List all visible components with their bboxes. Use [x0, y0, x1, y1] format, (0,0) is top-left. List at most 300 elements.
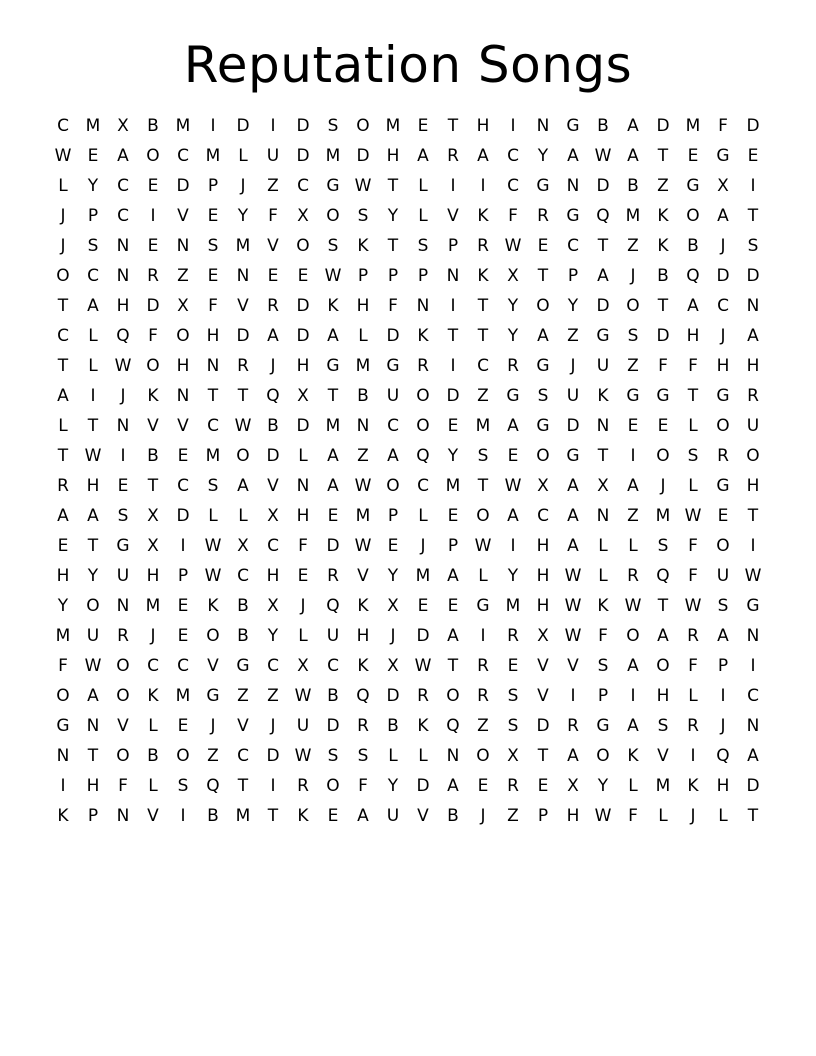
grid-letter: R: [477, 686, 489, 706]
grid-letter: F: [118, 776, 128, 796]
grid-letter: W: [684, 506, 702, 526]
grid-letter: M: [205, 146, 221, 166]
grid-letter: S: [117, 506, 129, 526]
grid-letter: N: [116, 416, 130, 436]
grid-letter: R: [357, 716, 369, 736]
grid-letter: G: [596, 716, 610, 736]
grid-letter: A: [327, 476, 339, 496]
grid-letter: V: [177, 206, 189, 226]
grid-letter: R: [447, 146, 459, 166]
grid-letter: I: [180, 806, 186, 826]
grid-letter: W: [504, 236, 522, 256]
grid-letter: H: [476, 116, 490, 136]
grid-letter: A: [507, 416, 519, 436]
grid-letter: G: [566, 206, 580, 226]
grid-letter: R: [747, 386, 759, 406]
grid-letter: Z: [507, 806, 519, 826]
grid-letter: A: [627, 116, 639, 136]
grid-letter: Y: [387, 776, 399, 796]
grid-letter: O: [536, 446, 550, 466]
grid-letter: K: [147, 386, 159, 406]
grid-letter: B: [207, 806, 219, 826]
grid-row: [48, 501, 768, 531]
grid-letter: F: [268, 206, 278, 226]
grid-letter: Z: [177, 266, 189, 286]
grid-letter: P: [447, 236, 459, 256]
grid-letter: L: [628, 536, 638, 556]
grid-row: [48, 171, 768, 201]
grid-letter: T: [147, 476, 159, 496]
grid-letter: K: [147, 686, 159, 706]
grid-letter: C: [717, 296, 729, 316]
grid-letter: W: [54, 146, 72, 166]
grid-letter: L: [148, 716, 158, 736]
grid-letter: T: [237, 386, 249, 406]
grid-letter: L: [208, 506, 218, 526]
grid-letter: J: [570, 356, 576, 376]
grid-letter: O: [116, 686, 130, 706]
grid-letter: M: [355, 356, 371, 376]
grid-letter: J: [690, 806, 696, 826]
grid-row: [48, 261, 768, 291]
grid-letter: T: [327, 386, 339, 406]
grid-row: [48, 741, 768, 771]
grid-letter: E: [447, 506, 459, 526]
word-search-grid: [48, 111, 768, 831]
grid-letter: V: [147, 416, 159, 436]
grid-letter: E: [507, 656, 519, 676]
grid-letter: K: [327, 296, 339, 316]
grid-letter: I: [480, 176, 486, 196]
grid-letter: Q: [716, 746, 730, 766]
grid-letter: A: [117, 146, 129, 166]
grid-row: [48, 321, 768, 351]
grid-letter: H: [746, 356, 760, 376]
grid-letter: C: [567, 236, 579, 256]
grid-letter: E: [417, 116, 429, 136]
grid-letter: O: [86, 596, 100, 616]
grid-letter: D: [266, 746, 280, 766]
grid-letter: X: [387, 656, 399, 676]
grid-letter: X: [267, 596, 279, 616]
grid-letter: G: [716, 146, 730, 166]
grid-letter: Z: [267, 176, 279, 196]
grid-letter: V: [267, 236, 279, 256]
grid-letter: R: [507, 356, 519, 376]
grid-letter: V: [537, 686, 549, 706]
grid-letter: T: [597, 236, 609, 256]
grid-letter: Z: [477, 716, 489, 736]
grid-letter: I: [750, 176, 756, 196]
grid-letter: I: [570, 686, 576, 706]
grid-letter: F: [598, 626, 608, 646]
grid-letter: R: [627, 566, 639, 586]
grid-letter: N: [596, 506, 610, 526]
grid-letter: D: [296, 146, 310, 166]
grid-letter: L: [148, 776, 158, 796]
grid-letter: P: [717, 656, 729, 676]
grid-letter: E: [147, 236, 159, 256]
grid-letter: A: [537, 326, 549, 346]
grid-letter: S: [537, 386, 549, 406]
grid-letter: G: [686, 176, 700, 196]
grid-letter: G: [386, 356, 400, 376]
grid-letter: A: [567, 506, 579, 526]
grid-letter: M: [385, 116, 401, 136]
grid-letter: O: [56, 686, 70, 706]
grid-letter: N: [746, 626, 760, 646]
grid-letter: E: [747, 146, 759, 166]
grid-letter: P: [417, 266, 429, 286]
grid-letter: E: [267, 266, 279, 286]
grid-letter: R: [687, 716, 699, 736]
grid-letter: H: [86, 476, 100, 496]
grid-letter: E: [177, 716, 189, 736]
grid-letter: V: [357, 566, 369, 586]
grid-letter: R: [477, 236, 489, 256]
grid-letter: T: [447, 116, 459, 136]
grid-letter: R: [147, 266, 159, 286]
grid-letter: X: [117, 116, 129, 136]
grid-letter: N: [236, 266, 250, 286]
grid-letter: U: [386, 806, 400, 826]
grid-letter: E: [387, 536, 399, 556]
grid-letter: H: [116, 296, 130, 316]
grid-letter: T: [597, 446, 609, 466]
grid-letter: N: [446, 266, 460, 286]
grid-letter: O: [416, 386, 430, 406]
grid-letter: C: [57, 326, 69, 346]
grid-letter: P: [447, 536, 459, 556]
grid-letter: B: [357, 386, 369, 406]
grid-letter: X: [507, 746, 519, 766]
grid-letter: J: [720, 716, 726, 736]
grid-letter: F: [298, 536, 308, 556]
grid-letter: U: [716, 566, 730, 586]
grid-letter: W: [324, 266, 342, 286]
grid-letter: D: [416, 776, 430, 796]
grid-letter: C: [237, 746, 249, 766]
grid-letter: F: [628, 806, 638, 826]
grid-letter: V: [447, 206, 459, 226]
grid-letter: I: [450, 296, 456, 316]
grid-letter: X: [147, 506, 159, 526]
grid-letter: C: [177, 476, 189, 496]
grid-letter: B: [387, 716, 399, 736]
grid-letter: T: [747, 806, 759, 826]
grid-letter: O: [326, 776, 340, 796]
grid-letter: K: [357, 656, 369, 676]
grid-letter: Z: [267, 686, 279, 706]
grid-letter: C: [177, 146, 189, 166]
grid-letter: L: [88, 326, 98, 346]
grid-letter: S: [627, 326, 639, 346]
grid-letter: J: [150, 626, 156, 646]
grid-letter: E: [57, 536, 69, 556]
grid-letter: R: [267, 296, 279, 316]
grid-letter: O: [116, 656, 130, 676]
grid-letter: E: [477, 776, 489, 796]
grid-letter: W: [564, 596, 582, 616]
grid-letter: E: [207, 266, 219, 286]
grid-letter: P: [567, 266, 579, 286]
grid-letter: Y: [567, 296, 579, 316]
grid-letter: U: [746, 416, 760, 436]
grid-letter: P: [537, 806, 549, 826]
grid-letter: Y: [387, 206, 399, 226]
grid-letter: P: [207, 176, 219, 196]
grid-letter: U: [386, 386, 400, 406]
grid-letter: O: [476, 746, 490, 766]
grid-letter: C: [387, 416, 399, 436]
grid-letter: E: [177, 626, 189, 646]
grid-letter: I: [450, 356, 456, 376]
grid-letter: W: [594, 806, 612, 826]
grid-letter: H: [686, 326, 700, 346]
grid-letter: A: [267, 326, 279, 346]
grid-letter: H: [56, 566, 70, 586]
grid-letter: M: [445, 476, 461, 496]
grid-letter: O: [386, 476, 400, 496]
grid-letter: A: [477, 146, 489, 166]
grid-letter: L: [88, 356, 98, 376]
grid-letter: M: [655, 776, 671, 796]
grid-letter: H: [536, 566, 550, 586]
grid-letter: W: [744, 566, 762, 586]
grid-letter: O: [476, 506, 490, 526]
grid-letter: T: [537, 746, 549, 766]
grid-letter: H: [146, 566, 160, 586]
grid-letter: Q: [326, 596, 340, 616]
grid-letter: H: [206, 326, 220, 346]
grid-letter: Y: [87, 566, 99, 586]
grid-letter: A: [747, 326, 759, 346]
grid-letter: O: [446, 686, 460, 706]
grid-letter: C: [87, 266, 99, 286]
grid-letter: M: [325, 416, 341, 436]
grid-letter: D: [386, 686, 400, 706]
grid-letter: A: [87, 686, 99, 706]
grid-letter: A: [627, 476, 639, 496]
grid-row: [48, 651, 768, 681]
grid-letter: W: [564, 626, 582, 646]
grid-letter: E: [327, 506, 339, 526]
grid-letter: G: [536, 416, 550, 436]
grid-letter: X: [537, 476, 549, 496]
grid-letter: O: [626, 296, 640, 316]
grid-letter: T: [207, 386, 219, 406]
grid-letter: G: [596, 326, 610, 346]
grid-letter: F: [388, 296, 398, 316]
grid-letter: U: [566, 386, 580, 406]
grid-letter: A: [717, 626, 729, 646]
grid-letter: J: [630, 266, 636, 286]
grid-letter: X: [297, 386, 309, 406]
grid-letter: L: [238, 506, 248, 526]
grid-letter: K: [417, 716, 429, 736]
grid-letter: D: [596, 176, 610, 196]
grid-letter: Y: [507, 296, 519, 316]
grid-letter: E: [717, 506, 729, 526]
grid-letter: F: [688, 356, 698, 376]
grid-letter: Z: [567, 326, 579, 346]
grid-letter: E: [117, 476, 129, 496]
grid-letter: F: [688, 656, 698, 676]
grid-row: [48, 411, 768, 441]
grid-row: [48, 141, 768, 171]
grid-letter: N: [86, 716, 100, 736]
grid-letter: U: [326, 626, 340, 646]
grid-letter: K: [657, 206, 669, 226]
grid-letter: H: [266, 566, 280, 586]
grid-letter: Y: [507, 326, 519, 346]
grid-letter: L: [388, 746, 398, 766]
grid-letter: N: [746, 716, 760, 736]
grid-letter: N: [116, 806, 130, 826]
grid-letter: T: [477, 296, 489, 316]
grid-letter: R: [507, 776, 519, 796]
grid-letter: X: [537, 626, 549, 646]
grid-letter: T: [747, 506, 759, 526]
grid-letter: L: [598, 566, 608, 586]
grid-letter: P: [87, 806, 99, 826]
grid-letter: H: [86, 776, 100, 796]
grid-letter: J: [300, 596, 306, 616]
grid-letter: M: [625, 206, 641, 226]
grid-letter: I: [510, 116, 516, 136]
grid-letter: Z: [207, 746, 219, 766]
grid-letter: L: [658, 806, 668, 826]
grid-letter: W: [474, 536, 492, 556]
grid-letter: I: [450, 176, 456, 196]
grid-letter: X: [177, 296, 189, 316]
grid-letter: Z: [627, 236, 639, 256]
grid-letter: M: [205, 446, 221, 466]
grid-letter: M: [355, 506, 371, 526]
grid-letter: H: [716, 356, 730, 376]
grid-letter: C: [327, 656, 339, 676]
grid-letter: E: [177, 596, 189, 616]
grid-letter: T: [657, 596, 669, 616]
grid-letter: M: [175, 116, 191, 136]
grid-letter: K: [357, 596, 369, 616]
grid-letter: P: [387, 266, 399, 286]
grid-letter: E: [627, 416, 639, 436]
grid-letter: L: [418, 506, 428, 526]
grid-letter: K: [417, 326, 429, 346]
grid-letter: G: [716, 476, 730, 496]
grid-letter: O: [656, 446, 670, 466]
grid-letter: G: [506, 386, 520, 406]
grid-letter: B: [267, 416, 279, 436]
grid-letter: T: [447, 656, 459, 676]
grid-letter: A: [627, 656, 639, 676]
grid-letter: G: [536, 356, 550, 376]
grid-letter: V: [147, 806, 159, 826]
grid-letter: T: [477, 326, 489, 346]
grid-letter: Y: [447, 446, 459, 466]
grid-letter: P: [357, 266, 369, 286]
grid-letter: W: [414, 656, 432, 676]
grid-letter: T: [747, 206, 759, 226]
grid-letter: T: [387, 236, 399, 256]
grid-letter: R: [537, 206, 549, 226]
grid-letter: N: [56, 746, 70, 766]
grid-letter: X: [267, 506, 279, 526]
grid-letter: E: [87, 146, 99, 166]
grid-letter: S: [477, 446, 489, 466]
grid-row: [48, 621, 768, 651]
grid-letter: I: [150, 206, 156, 226]
grid-letter: R: [297, 776, 309, 796]
grid-letter: X: [597, 476, 609, 496]
grid-letter: R: [417, 356, 429, 376]
grid-letter: W: [84, 446, 102, 466]
grid-letter: Z: [657, 176, 669, 196]
grid-letter: D: [746, 776, 760, 796]
grid-letter: T: [87, 746, 99, 766]
grid-letter: E: [507, 446, 519, 466]
grid-letter: T: [447, 326, 459, 346]
grid-letter: V: [417, 806, 429, 826]
grid-letter: S: [87, 236, 99, 256]
grid-letter: W: [204, 536, 222, 556]
grid-letter: Y: [387, 566, 399, 586]
grid-letter: J: [210, 716, 216, 736]
grid-letter: H: [746, 476, 760, 496]
grid-row: [48, 801, 768, 831]
grid-letter: S: [327, 236, 339, 256]
grid-letter: S: [177, 776, 189, 796]
grid-letter: D: [536, 716, 550, 736]
grid-letter: D: [296, 116, 310, 136]
grid-letter: E: [417, 596, 429, 616]
grid-letter: L: [688, 416, 698, 436]
grid-letter: N: [446, 746, 460, 766]
grid-letter: O: [176, 326, 190, 346]
grid-letter: O: [56, 266, 70, 286]
grid-letter: A: [57, 506, 69, 526]
grid-letter: J: [390, 626, 396, 646]
grid-letter: F: [508, 206, 518, 226]
grid-letter: W: [114, 356, 132, 376]
grid-letter: Z: [627, 506, 639, 526]
grid-letter: Y: [267, 626, 279, 646]
grid-letter: L: [478, 566, 488, 586]
grid-letter: A: [357, 806, 369, 826]
grid-letter: B: [237, 596, 249, 616]
grid-letter: N: [416, 296, 430, 316]
grid-letter: K: [477, 266, 489, 286]
grid-letter: D: [416, 626, 430, 646]
grid-letter: V: [237, 716, 249, 736]
grid-letter: D: [746, 266, 760, 286]
grid-letter: W: [594, 146, 612, 166]
grid-letter: W: [684, 596, 702, 616]
grid-row: [48, 231, 768, 261]
grid-letter: T: [87, 536, 99, 556]
grid-letter: G: [56, 716, 70, 736]
grid-letter: A: [597, 266, 609, 286]
grid-row: [48, 441, 768, 471]
grid-letter: G: [326, 356, 340, 376]
grid-letter: M: [325, 146, 341, 166]
grid-row: [48, 561, 768, 591]
grid-letter: N: [596, 416, 610, 436]
grid-letter: R: [57, 476, 69, 496]
grid-letter: W: [354, 536, 372, 556]
grid-letter: E: [447, 596, 459, 616]
